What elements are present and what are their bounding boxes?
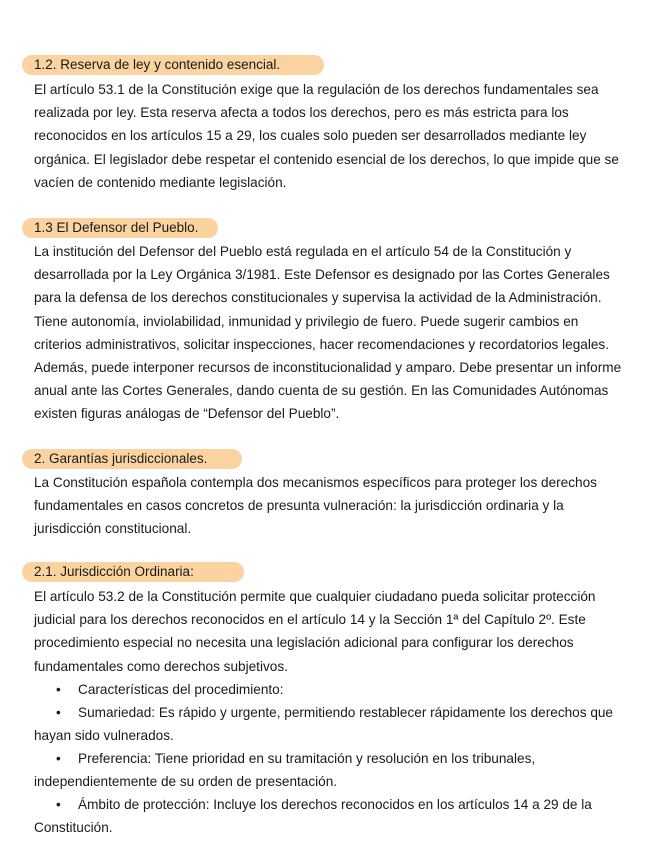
section-heading-garantias-jurisdiccionales: 2. Garantías jurisdiccionales.	[22, 449, 242, 469]
bullet-icon: •	[56, 682, 61, 697]
section-paragraph-reserva-de-ley: El artículo 53.1 de la Constitución exige que la regulación de los derechos fundamentales sea realizada por ley. Esta reserva afecta a todos los derechos, pero es más estricta para los reconocidos en los artículos 15 a 29, los cuales solo pueden ser desarrollados mediante ley orgánica. El legislador debe respetar el contenido esencial de los derechos, lo que impide que se vacíen de contenido mediante legislación.	[34, 82, 619, 190]
section-heading-defensor-del-pueblo: 1.3 El Defensor del Pueblo.	[22, 218, 218, 238]
section-heading-jurisdiccion-ordinaria: 2.1. Jurisdicción Ordinaria:	[22, 562, 244, 582]
list-item: • Características del procedimiento:	[34, 678, 626, 701]
section-paragraph-defensor-del-pueblo: La institución del Defensor del Pueblo está regulada en el artículo 54 de la Constitución y desarrollada por la Ley Orgánica 3/1981. Este Defensor es designado por las Cortes Generales para la defensa de los derechos constitucionales y supervisa la actividad de la Administración. Tiene autonomía, inviolabilidad, inmunidad y privilegio de fuero. Puede sugerir cambios en criterios administrativos, solicitar inspecciones, hacer recomendaciones y recordatorios legales. Además, puede interponer recursos de inconstitucionalidad y amparo. Debe presentar un informe anual ante las Cortes Generales, dando cuenta de su gestión. En las Comunidades Autónomas existen figuras análogas de “Defensor del Pueblo”.	[34, 244, 622, 422]
list-item: • Preferencia: Tiene prioridad en su tramitación y resolución en los tribunales, independientemente de su orden de presentación.	[34, 747, 626, 793]
section-paragraph-jurisdiccion-ordinaria: El artículo 53.2 de la Constitución permite que cualquier ciudadano pueda solicitar protección judicial para los derechos reconocidos en el artículo 14 y la Sección 1ª del Capítulo 2º. Este procedimiento especial no necesita una legislación adicional para configurar los derechos fundamentales como derechos subjetivos.	[34, 589, 596, 674]
list-item: • Sumariedad: Es rápido y urgente, permitiendo restablecer rápidamente los derechos que hayan sido vulnerados.	[34, 701, 626, 747]
bullet-icon: •	[56, 797, 61, 812]
section-paragraph-garantias-jurisdiccionales: La Constitución española contempla dos mecanismos específicos para proteger los derechos fundamentales en casos concretos de presunta vulneración: la jurisdicción ordinaria y la jurisdicción constitucional.	[34, 475, 597, 537]
section-heading-reserva-de-ley: 1.2. Reserva de ley y contenido esencial.	[22, 55, 324, 75]
bullet-icon: •	[56, 705, 61, 720]
list-item: • Ámbito de protección: Incluye los derechos reconocidos en los artículos 14 a 29 de la Constitución.	[34, 793, 626, 839]
bullet-icon: •	[56, 751, 61, 766]
